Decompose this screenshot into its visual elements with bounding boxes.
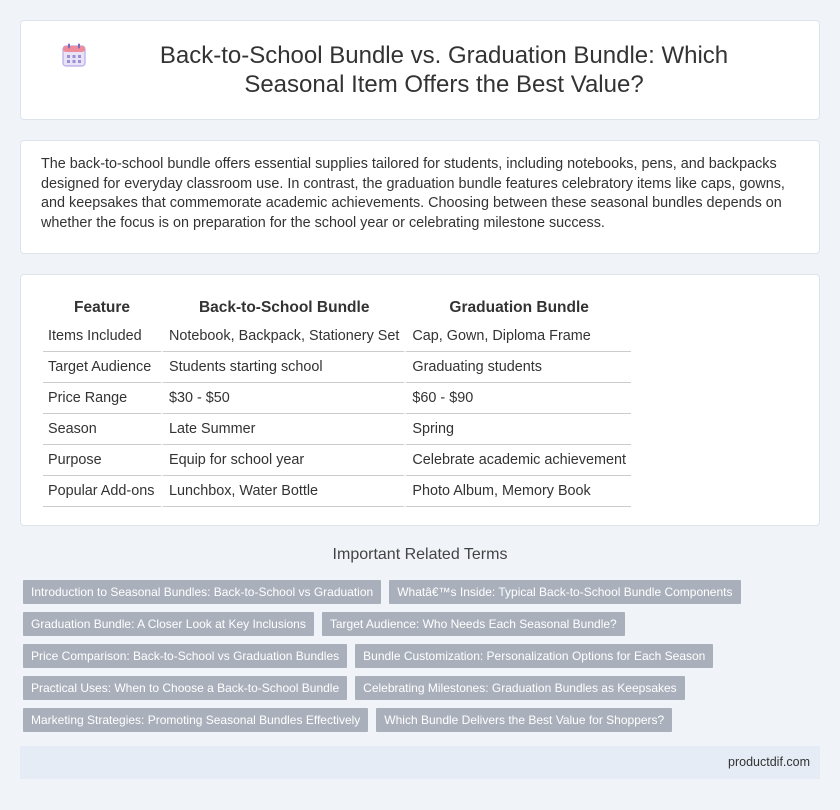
table-row [43,414,631,445]
footer-site-link[interactable]: productdif.com [728,755,810,769]
intro-paragraph: The back-to-school bundle offers essential supplies tailored for students, including notebooks, pens, and backpacks designed for everyday classroom use. In contrast, the graduation bundle features celebratory items like caps, gowns, and keepsakes that commemorate academic achievements. Choosing between these seasonal bundles depends on whether the focus is on preparation for the school year or celebrating milestone success. [41,156,785,231]
header-card [20,20,820,120]
table-cell: Price Range [43,383,161,414]
related-term-tag[interactable]: Target Audience: Who Needs Each Seasonal Bundle? [322,612,625,636]
tag-row [23,580,823,604]
table-cell: Spring [404,414,631,445]
table-cell: Notebook, Backpack, Stationery Set [161,321,404,352]
table-cell: Season [43,414,161,445]
table-cell: Cap, Gown, Diploma Frame [404,321,631,352]
table-cell: Celebrate academic achievement [404,445,631,476]
related-terms-list [23,580,823,740]
tag-row [23,612,823,636]
table-row [43,476,631,507]
related-term-tag[interactable]: Introduction to Seasonal Bundles: Back-to-School vs Graduation [23,580,381,604]
table-cell: $60 - $90 [404,383,631,414]
comparison-card [20,274,820,526]
footer [20,746,820,779]
page-title: Back-to-School Bundle vs. Graduation Bundle: Which Seasonal Item Offers the Best Value? [159,42,729,98]
table-cell: $30 - $50 [161,383,404,414]
intro-card [20,140,820,254]
table-row [43,352,631,383]
tag-row [23,676,823,700]
related-term-tag[interactable]: Which Bundle Delivers the Best Value for Shoppers? [376,708,672,732]
tag-row [23,644,823,668]
table-row [43,383,631,414]
tag-row [23,708,823,732]
related-term-tag[interactable]: Graduation Bundle: A Closer Look at Key Inclusions [23,612,314,636]
column-header: Feature [74,299,130,316]
related-term-tag[interactable]: Celebrating Milestones: Graduation Bundles as Keepsakes [355,676,685,700]
table-header-row [43,295,631,321]
related-term-tag[interactable]: Marketing Strategies: Promoting Seasonal Bundles Effectively [23,708,368,732]
column-header: Back-to-School Bundle [161,295,404,321]
column-header: Graduation Bundle [404,295,631,321]
related-term-tag[interactable]: Practical Uses: When to Choose a Back-to-School Bundle [23,676,347,700]
table-cell: Graduating students [404,352,631,383]
table-cell: Popular Add-ons [43,476,161,507]
table-cell: Late Summer [161,414,404,445]
table-cell: Photo Album, Memory Book [404,476,631,507]
table-cell: Items Included [43,321,161,352]
table-cell: Students starting school [161,352,404,383]
table-cell: Purpose [43,445,161,476]
related-term-tag[interactable]: Bundle Customization: Personalization Options for Each Season [355,644,713,668]
comparison-table [43,295,631,507]
table-cell: Target Audience [43,352,161,383]
related-term-tag[interactable]: Price Comparison: Back-to-School vs Graduation Bundles [23,644,347,668]
table-row [43,321,631,352]
table-cell: Equip for school year [161,445,404,476]
table-cell: Lunchbox, Water Bottle [161,476,404,507]
related-term-tag[interactable]: Whatâ€™s Inside: Typical Back-to-School Bundle Components [389,580,740,604]
table-row [43,445,631,476]
related-terms-title: Important Related Terms [332,546,508,563]
calendar-icon [61,42,87,68]
